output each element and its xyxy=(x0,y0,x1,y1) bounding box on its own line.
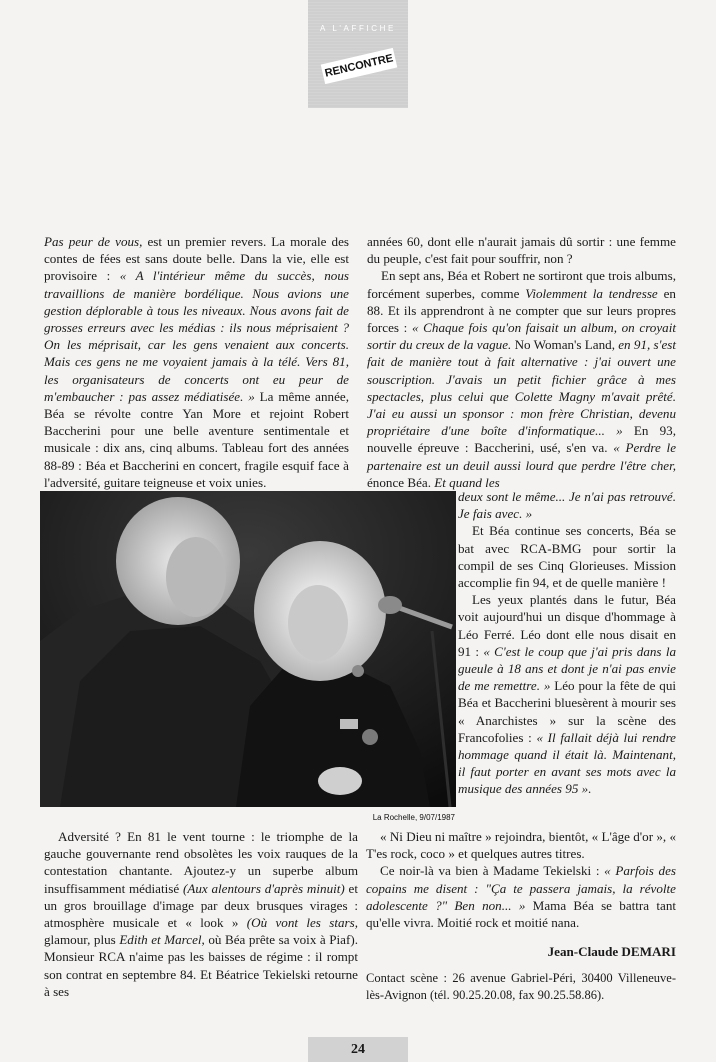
paragraph: « Ni Dieu ni maître » rejoindra, bientôt, « L'âge d'or », « T'es rock, coco » et quelques autres titres. xyxy=(366,829,676,862)
paragraph: Pas peur de vous, est un premier revers. La morale des contes de fées est sans doute belle. Dans la vie, elle est provisoire : « A l'intérieur même du succès, nous travaillions de manière bordélique. Nous avions une gestion déplorable à tous les niveaux. Nous avons fait de grosses erreurs avec les médias : ils nous méprisaient ? On les méprisait, car les gens venaient aux concerts. Mais ces gens ne me voyaient jamais à la télé. Vers 81, les organisateurs de concerts ont eu peur de m'embaucher : pas assez médiatisée. » La même année, Béa se révolte contre Yan More et rejoint Robert Baccherini pour une belle aventure sentimentale et musicale : dix ans, cinq albums. Tableau fort des années 88-89 : Béa et Baccherini en concert, fragile esquif face à l'adversité, guitare teigneuse et voix unies. xyxy=(44,234,349,490)
paragraph: années 60, dont elle n'aurait jamais dû sortir : une femme du peuple, c'est fait pour souffrir, non ? xyxy=(367,234,676,267)
article-column-right-top xyxy=(367,233,676,491)
author-signature: Jean-Claude DEMARI xyxy=(547,944,676,960)
page-number: 24 xyxy=(308,1037,408,1062)
concert-photo-illustration xyxy=(40,491,456,807)
contact-info: Contact scène : 26 avenue Gabriel-Péri, 30400 Villeneuve-lès-Avignon (tél. 90.25.20.08, fax 90.25.58.86). xyxy=(366,971,676,1003)
article-column-right-bottom xyxy=(366,828,676,1004)
section-header xyxy=(308,0,408,108)
article-column-left-bottom xyxy=(44,828,358,1000)
article-column-left-top xyxy=(44,233,349,491)
paragraph: Ce noir-là va bien à Madame Tekielski : « Parfois des copains me disent : "Ça te passera jamais, la révolte adolescente ?" Ben non... » Mama Béa se battra tant qu'elle vivra. Moitié rock et moitié nana. xyxy=(366,863,677,931)
paragraph: Les yeux plantés dans le futur, Béa voit aujourd'hui un disque d'hommage à Léo Ferré. Léo dont elle nous disait en 91 : « C'est le coup que j'ai pris dans la gueule à 18 ans et dont je n'ai pas envie de me remettre. » Léo pour la fête de qui Béa et Baccherini bluesèrent à mourir ses « Anarchistes » sur la scène des Francofolies : « Il fallait déjà lui rendre hommage quand il était là. Maintenant, il faut porter en avant ses mots avec la musique des années 95 ». xyxy=(458,592,677,797)
paragraph: Et Béa continue ses concerts, Béa se bat avec RCA-BMG pour sortir la compil de ses Cinq Glorieuses. Mission accomplie fin 94, et de quelle manière ! xyxy=(458,523,676,591)
photo-caption: La Rochelle, 9/07/1987 xyxy=(372,813,455,822)
rubric-tag: RENCONTRE xyxy=(321,48,398,84)
article-column-right-middle xyxy=(458,488,676,798)
section-label: A L'AFFICHE xyxy=(320,24,396,33)
concert-photo xyxy=(40,491,456,807)
paragraph: deux sont le même... Je n'ai pas retrouvé. Je fais avec. » xyxy=(458,489,676,522)
paragraph: Adversité ? En 81 le vent tourne : le triomphe de la gauche gouvernante rend obsolètes les voix rauques de la contestation chantante. Ajoutez-y un superbe album insuffisamment médiatisé (Aux alentours d'après minuit) et un gros brouillage d'image par deux brusques virages : atmosphère musicale et « look » (Où vont les stars, glamour, plus Edith et Marcel, où Béa prête sa voix à Piaf). Monsieur RCA n'aime pas les baisses de régime : il rompt son contrat en septembre 84. Et Béatrice Tekielski retourne à ses xyxy=(44,829,358,999)
paragraph: En sept ans, Béa et Robert ne sortiront que trois albums, forcément superbes, comme Violemment la tendresse en 88. Et ils apprendront à ne compter que sur leurs propres forces : « Chaque fois qu'on faisait un album, on croyait sortir du creux de la vague. No Woman's Land, en 91, s'est fait de manière tout à fait alternative : j'ai ouvert une souscription. J'avais un petit fichier grâce à mes spectacles, plus celui que Colette Magny m'avait prêté. J'ai eu aussi un sponsor : mon frère Christian, devenu propriétaire d'une boîte d'informatique... » En 93, nouvelle épreuve : Baccherini, usé, s'en va. « Perdre le partenaire est un deuil aussi lourd que perdre l'être cher, énonce Béa. Et quand les xyxy=(367,268,676,490)
